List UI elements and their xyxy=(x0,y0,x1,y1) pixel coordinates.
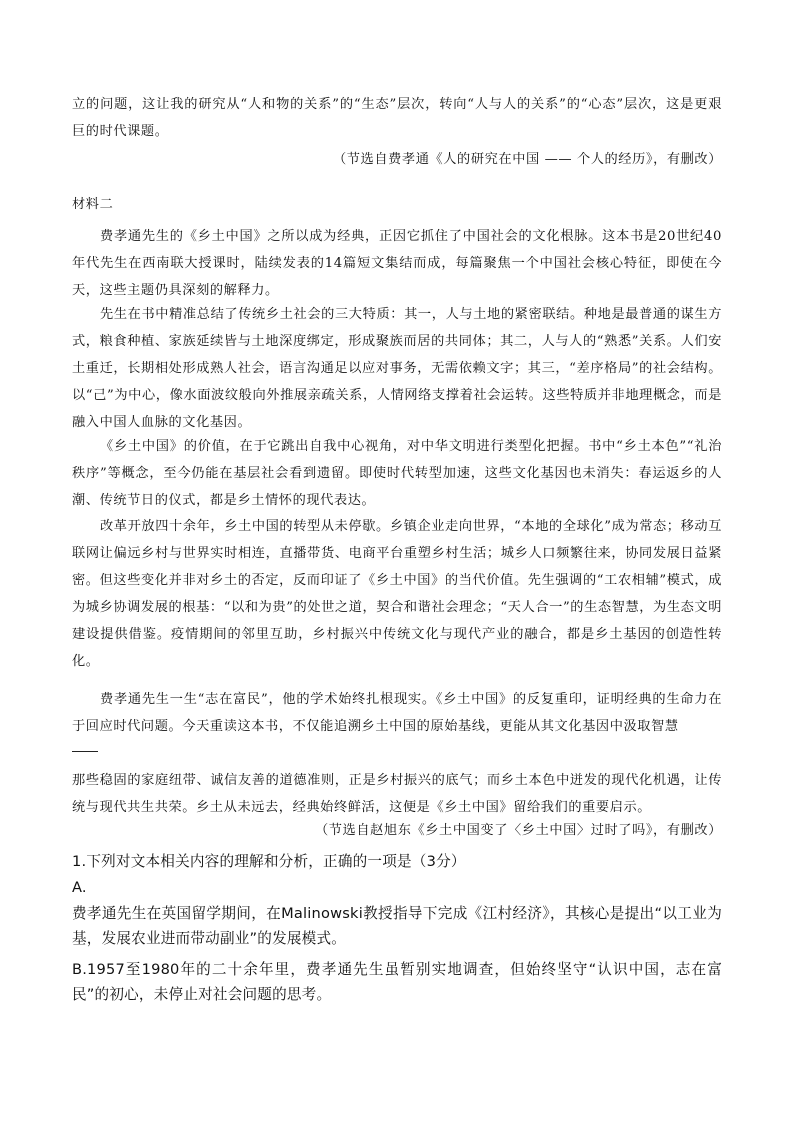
material2-continuation: 那些稳固的家庭纽带、诚信友善的道德准则，正是乡村振兴的底气；而乡土本色中迸发的现代化机遇，让传统与现代共生共荣。乡土从未远去，经典始终鲜活，这便是《乡土中国》留给我们的重要启示。 xyxy=(72,773,722,815)
material2-paragraph-5: 费孝通先生一生“志在富民”，他的学术始终扎根现实。《乡土中国》的反复重印，证明经典的生命力在于回应时代问题。今天重读这本书，不仅能追溯乡土中国的原始基线，更能从其文化基因中汲取智慧 xyxy=(72,692,722,734)
option-b-text: B.1957至1980年的二十余年里，费孝通先生虽暂别实地调查，但始终坚守“认识中国，志在富民”的初心，未停止对社会问题的思考。 xyxy=(72,961,722,1003)
option-a-text: 费孝通先生在英国留学期间，在Malinowski教授指导下完成《江村经济》，其核心是提出“以工业为基，发展农业进而带动副业”的发展模式。 xyxy=(72,905,722,947)
material1-tail-paragraph: 立的问题，这让我的研究从“人和物的关系”的“生态”层次，转向“人与人的关系”的“心态”层次，这是更艰巨的时代课题。 xyxy=(72,97,722,139)
material2-paragraph-4: 改革开放四十余年，乡土中国的转型从未停歇。乡镇企业走向世界，“本地的全球化”成为常态；移动互联网让偏远乡村与世界实时相连，直播带货、电商平台重塑乡村生活；城乡人口频繁往来，协同发展日益紧密。但这些变化并非对乡土的否定，反而印证了《乡土中国》的当代价值。先生强调的“工农相辅”模式，成为城乡协调发展的根基：“以和为贵”的处世之道，契合和谐社会理念；“天人合一”的生态智慧，为生态文明建设提供借鉴。疫情期间的邻里互助，乡村振兴中传统文化与现代产业的融合，都是乡土基因的创造性转化。 xyxy=(72,519,722,669)
question-1-stem: 1.下列对文本相关内容的理解和分析，正确的一项是（3分） xyxy=(72,853,466,870)
material2-paragraph-3: 《乡土中国》的价值，在于它跳出自我中心视角，对中华文明进行类型化把握。书中“乡土本色”“礼治秩序”等概念，至今仍能在基层社会看到遗留。即使时代转型加速，这些文化基因也未消失：春运返乡的人潮、传统节日的仪式，都是乡土情怀的现代表达。 xyxy=(72,439,722,508)
material2-source: （节选自赵旭东《乡土中国变了〈乡土中国〉过时了吗》，有删改） xyxy=(314,823,722,838)
option-a-label: A. xyxy=(72,879,87,896)
em-dash-line xyxy=(72,751,98,752)
material2-paragraph-2: 先生在书中精准总结了传统乡土社会的三大特质：其一，人与土地的紧密联结。种地是最普通的谋生方式，粮食种植、家族延续皆与土地深度绑定，形成聚族而居的共同体；其二，人与人的“熟悉”关系。人们安土重迁，长期相处形成熟人社会，语言沟通足以应对事务，无需依赖文字；其三，“差序格局”的社会结构。以“己”为中心，像水面波纹般向外推展亲疏关系，人情网络支撑着社会运转。这些特质并非地理概念，而是融入中国人血脉的文化基因。 xyxy=(72,307,722,430)
material1-source: （节选自费孝通《人的研究在中国 —— 个人的经历》，有删改） xyxy=(332,152,722,167)
material2-paragraph-1: 费孝通先生的《乡土中国》之所以成为经典，正因它抓住了中国社会的文化根脉。这本书是20世纪40年代先生在西南联大授课时，陆续发表的14篇短文集结而成，每篇聚焦一个中国社会核心特征，即使在今天，这些主题仍具深刻的解释力。 xyxy=(72,229,722,298)
material2-heading: 材料二 xyxy=(72,197,114,212)
